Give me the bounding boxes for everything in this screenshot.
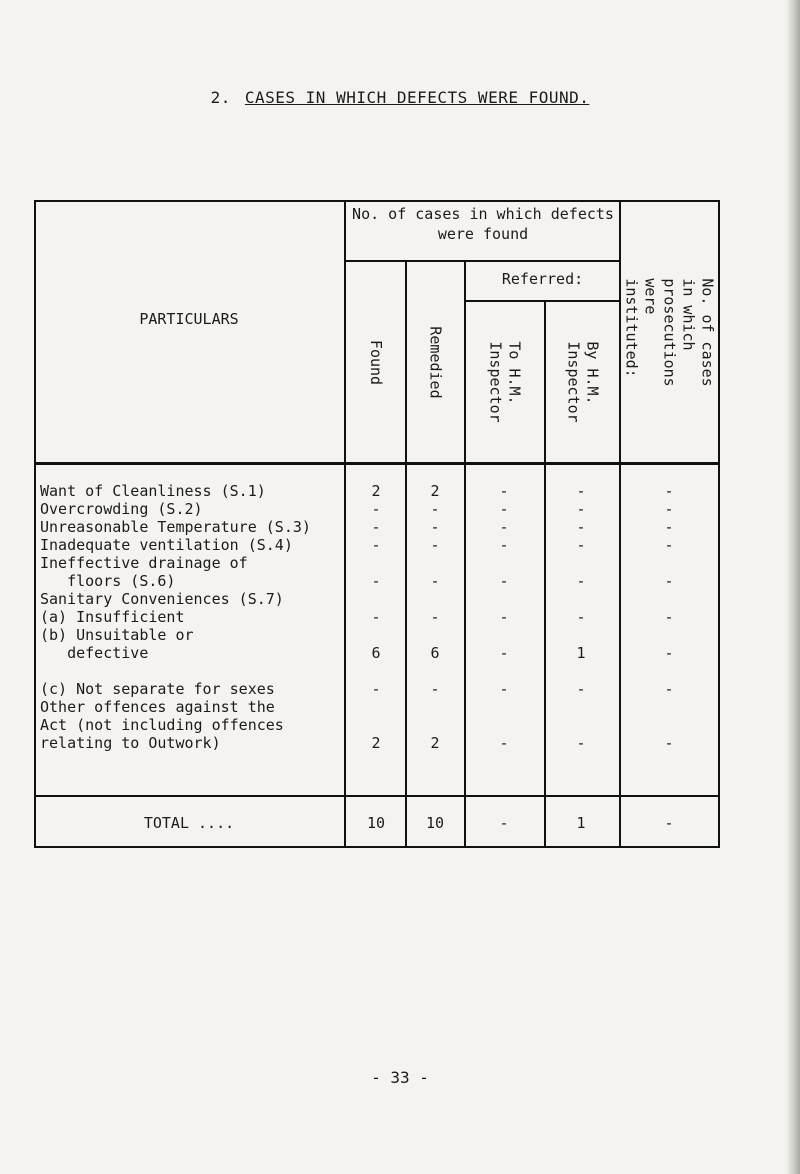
table-left-border: [34, 200, 36, 848]
section-title: CASES IN WHICH DEFECTS WERE FOUND.: [244, 88, 590, 107]
cell-to-inspector: -: [499, 608, 509, 626]
cell-found: -: [371, 500, 381, 518]
cell-by-inspector: -: [576, 518, 586, 536]
row-label: Sanitary Conveniences (S.7): [40, 590, 284, 608]
cell-found: 6: [371, 644, 381, 662]
cell-found: -: [371, 680, 381, 698]
header-referred: Referred:: [501, 270, 584, 288]
total-found: 10: [366, 814, 386, 832]
cell-prosecutions: -: [664, 644, 674, 662]
cell-by-inspector: -: [576, 500, 586, 518]
row-label: Act (not including offences: [40, 716, 284, 734]
cell-to-inspector: -: [499, 482, 509, 500]
row-label: (a) Insufficient: [40, 608, 185, 626]
cell-found: 2: [371, 482, 381, 500]
header-group: No. of cases in which defects were found: [352, 205, 614, 243]
cell-to-inspector: -: [499, 536, 509, 554]
cell-to-inspector: -: [499, 500, 509, 518]
cell-remedied: -: [430, 518, 440, 536]
row-label: Other offences against the: [40, 698, 275, 716]
row-label: floors (S.6): [40, 572, 176, 590]
table-bottom-border: [34, 846, 720, 848]
cell-remedied: 2: [430, 482, 440, 500]
cell-by-inspector: -: [576, 680, 586, 698]
cell-prosecutions: -: [664, 608, 674, 626]
header-found: Found: [367, 339, 385, 385]
row-label: Want of Cleanliness (S.1): [40, 482, 266, 500]
cell-found: 2: [371, 734, 381, 752]
cell-by-inspector: -: [576, 608, 586, 626]
section-heading: [0, 88, 800, 107]
header-prosecutions: No. of cases in which prosecutions were instituted:: [623, 277, 718, 387]
cell-prosecutions: -: [664, 572, 674, 590]
cell-remedied: 6: [430, 644, 440, 662]
cell-found: -: [371, 608, 381, 626]
cell-by-inspector: -: [576, 734, 586, 752]
header-to-inspector: To H.M. Inspector: [487, 341, 524, 423]
page-edge-shadow: [786, 0, 800, 1174]
cell-prosecutions: -: [664, 482, 674, 500]
header-particulars: PARTICULARS: [139, 310, 239, 328]
cell-found: -: [371, 572, 381, 590]
cell-remedied: -: [430, 500, 440, 518]
total-prosecutions: -: [664, 814, 674, 832]
total-remedied: 10: [425, 814, 445, 832]
row-label: Ineffective drainage of: [40, 554, 248, 572]
cell-by-inspector: 1: [576, 644, 586, 662]
row-label: (c) Not separate for sexes: [40, 680, 275, 698]
cell-prosecutions: -: [664, 536, 674, 554]
row-label: Overcrowding (S.2): [40, 500, 203, 518]
cell-remedied: -: [430, 680, 440, 698]
cell-to-inspector: -: [499, 680, 509, 698]
section-number: 2.: [210, 88, 231, 107]
row-label: defective: [40, 644, 149, 662]
cell-found: -: [371, 536, 381, 554]
cell-to-inspector: -: [499, 518, 509, 536]
header-remedied: Remedied: [427, 325, 445, 399]
cell-by-inspector: -: [576, 482, 586, 500]
header-by-inspector: By H.M. Inspector: [564, 341, 602, 423]
table-total-top-border: [34, 795, 720, 797]
cell-prosecutions: -: [664, 680, 674, 698]
cell-by-inspector: -: [576, 572, 586, 590]
total-to-inspector: -: [499, 814, 509, 832]
total-by-inspector: 1: [576, 814, 586, 832]
row-label: relating to Outwork): [40, 734, 221, 752]
cell-remedied: -: [430, 572, 440, 590]
cell-found: -: [371, 518, 381, 536]
row-label: Inadequate ventilation (S.4): [40, 536, 293, 554]
total-label: TOTAL ....: [143, 814, 235, 832]
cell-prosecutions: -: [664, 734, 674, 752]
row-label: (b) Unsuitable or: [40, 626, 194, 644]
cell-remedied: -: [430, 608, 440, 626]
cell-to-inspector: -: [499, 572, 509, 590]
cell-prosecutions: -: [664, 500, 674, 518]
page-number: - 33 -: [371, 1068, 429, 1087]
table-header-bottom-border: [34, 462, 720, 465]
cell-to-inspector: -: [499, 734, 509, 752]
cell-remedied: -: [430, 536, 440, 554]
defects-table: [34, 200, 720, 848]
cell-to-inspector: -: [499, 644, 509, 662]
row-label: Unreasonable Temperature (S.3): [40, 518, 311, 536]
cell-by-inspector: -: [576, 536, 586, 554]
table-top-border: [34, 200, 720, 202]
cell-prosecutions: -: [664, 518, 674, 536]
table-right-border: [718, 200, 720, 848]
cell-remedied: 2: [430, 734, 440, 752]
